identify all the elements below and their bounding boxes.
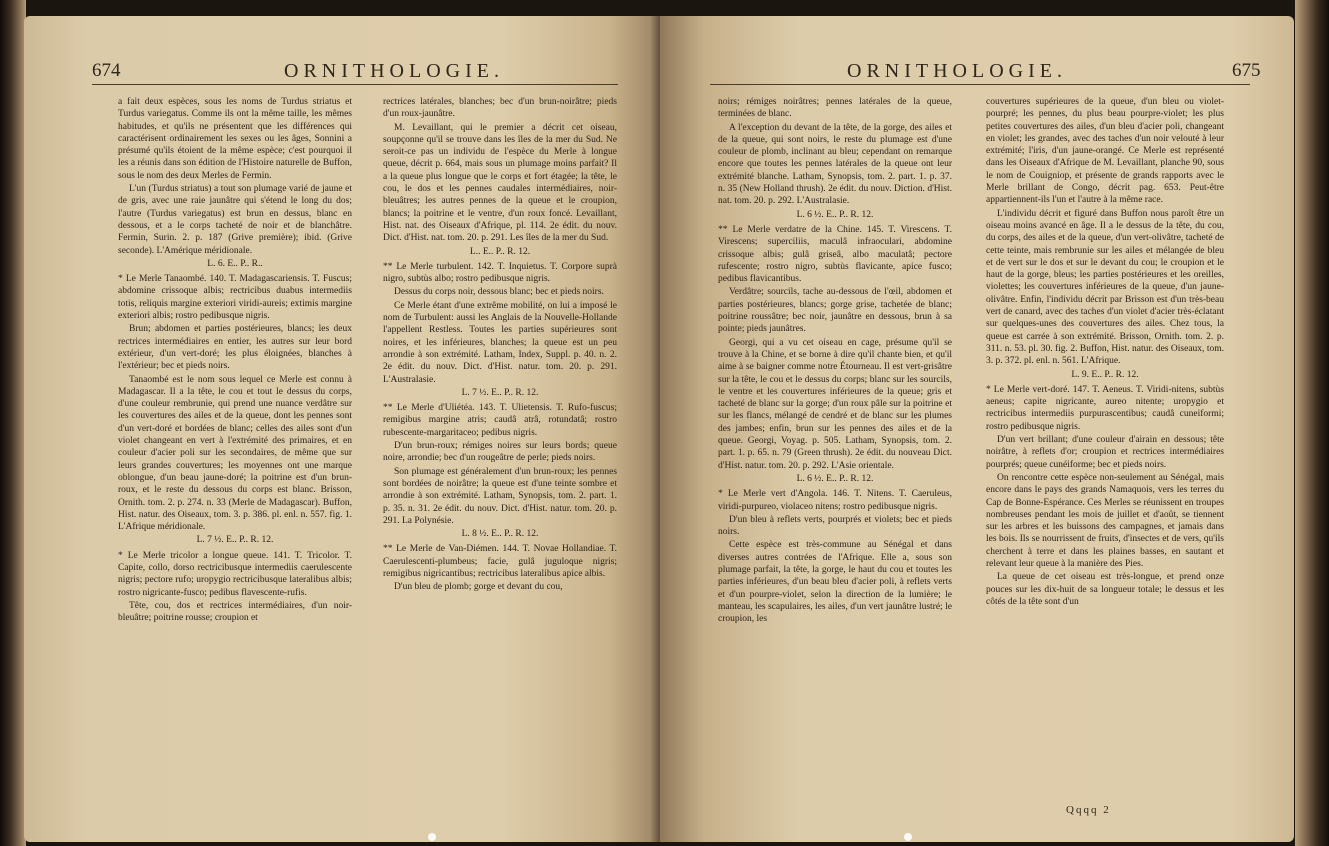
paragraph: D'un bleu à reflets verts, pourprés et violets; bec et pieds noirs. bbox=[718, 514, 952, 538]
book-edge-right bbox=[1295, 0, 1329, 846]
paragraph: Cette espèce est très-commune au Sénégal et dans diverses autres contrées de l'Afrique. Elle a, sous son plumage parfait, la tête, la gorge, le haut du cou et toutes les parties inférieures, d'un beau bleu d'acier poli, à reflets verts et d'un pourpre-violet, selon la direction de la lumière; le manteau, les scapulaires, les ailes, d'un vert jaunâtre lustré; le croupion, les bbox=[718, 540, 952, 625]
right-column-2 bbox=[986, 96, 1224, 796]
book-edge-left bbox=[0, 0, 26, 846]
paragraph: noirs; rémiges noirâtres; pennes latérales de la queue, terminées de blanc. bbox=[718, 97, 952, 120]
measurement-line: L. 8 ½. E.. P.. R. 12. bbox=[461, 529, 539, 540]
paragraph: D'un brun-roux; rémiges noires sur leurs bords; queue noire, arrondie; bec d'un rougeâtre de perle; pieds noirs. bbox=[383, 441, 617, 464]
measurement-line: L. 6 ½. E.. P.. R. 12. bbox=[796, 209, 874, 220]
measurement-line: L. 7 ½. E.. P.. R. 12. bbox=[196, 535, 274, 546]
paragraph: rectrices latérales, blanches; bec d'un brun-noirâtre; pieds d'un roux-jaunâtre. bbox=[383, 97, 617, 120]
right-folio: 675 bbox=[1232, 60, 1261, 81]
paragraph: M. Levaillant, qui le premier a décrit cet oiseau, soupçonne qu'il se trouve dans les îles de la mer du Sud. Ne seroit-ce pas un individu de l'espèce du Merle à longue queue, décrit p. 664, mais sous un plumage moins parfait? Il a la queue plus longue que le corps et fort étagée; la tête, le cou, le dos et les pennes caudales intermédiaires, noir-bleuâtres; les autres pennes de la queue et le croupion, blancs; la poitrine et le ventre, d'un roux foncé. Levaillant, Hist. nat. des Oiseaux d'Afrique, pl. 114. 2e édit. du nouv. Dict. d'Hist. nat. tom. 20. p. 291. Les îles de la mer du Sud. bbox=[383, 122, 617, 244]
paragraph: Ce Merle étant d'une extrême mobilité, on lui a imposé le nom de Turbulent: aussi les Anglais de la Nouvelle-Hollande l'appellent Restless. Toutes les parties supérieures sont noires, et les inférieures, blanches; la queue est un peu arrondie à son extrémité. Latham, Index, Suppl. p. 40. n. 2. 2e édit. du nouv. Dict. d'Hist. natur. tom. 20. p. 291. L'Australasie. bbox=[383, 300, 617, 385]
white-marker-dot bbox=[904, 833, 912, 841]
paragraph: Tête, cou, dos et rectrices intermédiaires, d'un noir-bleuâtre; poitrine rousse; croupion et bbox=[118, 600, 352, 624]
white-marker-dot bbox=[428, 833, 436, 841]
paragraph: Son plumage est généralement d'un brun-roux; les pennes sont bordées de noirâtre; la queue est d'une teinte sombre et arrondie à son extrémité. Latham, Synopsis, tom. 2. part. 1. p. 35. n. 31. 2e édit. du nouv. Dict. d'Hist. natur. tom. 20. p. 291. La Polynésie. bbox=[383, 466, 617, 526]
right-head-rule bbox=[710, 84, 1250, 85]
paragraph: D'un bleu de plomb; gorge et devant du cou, bbox=[394, 582, 563, 593]
paragraph: Dessus du corps noir, dessous blanc; bec et pieds noirs. bbox=[394, 287, 604, 298]
measurement-line: L. 6 ½. E.. P.. R. 12. bbox=[796, 473, 874, 484]
paragraph: L'un (Turdus striatus) a tout son plumage varié de jaune et de gris, avec une raie jaunâtre qui s'étend le long du dos; l'autre (Turdus variegatus) est brun en dessus, blanc en dessous, et a le corps tacheté de noir et de blanchâtre. Fermin, Surin. 2. p. 187 (Grive première); ibid. (Grive seconde). L'Amérique méridionale. bbox=[118, 184, 352, 256]
right-running-head: ORNITHOLOGIE. bbox=[847, 60, 1067, 82]
species-entry: ** Le Merle d'Uliétéa. 143. T. Ulietensis. T. Rufo-fuscus; remigibus margine atris; caudâ atrâ, rotundatâ; rostro rubescente-margaritaceo; pedibus nigris. bbox=[383, 403, 617, 438]
paragraph: Georgi, qui a vu cet oiseau en cage, présume qu'il se trouve à la Chine, et se borne à dire qu'il chante bien, et qu'il aime à se baigner comme notre Étourneau. Il est vert-grisâtre sur la tête, le cou et le dessus du corps; blanc sur les sourcils, le ventre et les couvertures inférieures de la queue; gris et tacheté de blanc sur la gorge; d'un roux pâle sur la poitrine et sur les flancs, mélangé de cendré et de blanc sur les plumes des jambes; enfin, brun sur les pennes des ailes et de la queue. Georgi, Voyag. p. 505. Latham, Synopsis, tom. 2. part. 1. p. 65. n. 79 (Green thrush). 2e édit. du nouveau Dict. d'Hist. natur. tom. 20. p. 292. L'Asie orientale. bbox=[718, 337, 952, 471]
left-head-rule bbox=[92, 84, 618, 85]
species-entry: ** Le Merle de Van-Diémen. 144. T. Novae Hollandiae. T. Caerulescenti-plumbeus; facie, gulâ juguloque nigris; remigibus nigricantibus; rectricibus lateralibus apice albis. bbox=[383, 544, 617, 579]
right-column-1 bbox=[718, 96, 952, 796]
species-entry: ** Le Merle turbulent. 142. T. Inquietus. T. Corpore suprà nigro, subtùs albo; rostro pedibusque nigris. bbox=[383, 261, 617, 285]
measurement-line: L. 9. E.. P.. R. 12. bbox=[1071, 369, 1139, 380]
paragraph: Brun; abdomen et parties postérieures, blancs; les deux rectrices intermédiaires en entier, les autres sur leur bord extérieur, d'un vert-doré; les plus éloignées, blanches à l'extérieur; bec et pieds noirs. bbox=[118, 324, 352, 372]
signature-mark: Qqqq 2 bbox=[1066, 804, 1111, 816]
species-entry: * Le Merle Tanaombé. 140. T. Madagascariensis. T. Fuscus; abdomine crissoque albis; rectricibus duabus intermediis totis, reliquis margine exteriori viridi-aureis; extimis margine exteriori albis; rostro pedibusque nigris. bbox=[118, 274, 352, 322]
paragraph: L'individu décrit et figuré dans Buffon nous paroît être un oiseau moins avancé en âge. Il a le dessus de la tête, du cou, du corps, des ailes et de la queue, d'un vert-olivâtre, tacheté de cette teinte, mais rembrunie sur les ailes et mélangée de bleu et de vert sur le dos et sur le devant du cou; le croupion et le haut de la gorge, bleus; les parties postérieures et les oreilles, violettes; les couvertures inférieures de la queue, d'un jaune-olivâtre. Enfin, l'individu décrit par Brisson est d'un très-beau vert de canard, avec des taches d'un violet d'acier très-éclatant sur quelques-unes des couvertures des ailes. Chez tous, la queue est carrée à son extrémité. Brisson, Ornith. tom. 2. p. 311. n. 53. pl. 30. fig. 2. Buffon, Hist. natur. des Oiseaux, tom. 3. p. 372. pl. enl. n. 561. L'Afrique. bbox=[986, 208, 1224, 367]
paragraph: Verdâtre; sourcils, tache au-dessous de l'œil, abdomen et parties postérieures, blancs; gorge grise, tachetée de blanc; poitrine roussâtre; bec noir, jaunâtre en dessous, brun à sa pointe; pieds jaunâtres. bbox=[718, 287, 952, 335]
species-entry: * Le Merle tricolor a longue queue. 141. T. Tricolor. T. Capite, collo, dorso rectricibusque intermediis caerulescente nigris; pectore rufo; uropygio rectricibusque lateralibus albis; rostro nigricante-fusco; pedibus flavescente-rufis. bbox=[118, 550, 352, 598]
paragraph: D'un vert brillant; d'une couleur d'airain en dessous; tête noirâtre, à reflets d'or; croupion et rectrices intermédiaires pourprés; queue cunéiforme; bec et pieds noirs. bbox=[986, 435, 1224, 470]
left-running-head: ORNITHOLOGIE. bbox=[284, 60, 504, 82]
left-column-2 bbox=[383, 96, 617, 796]
paragraph: Tanaombé est le nom sous lequel ce Merle est connu à Madagascar. Il a la tête, le cou et tout le dessus du corps, d'une couleur rembrunie, qui prend une nuance verdâtre sur les couvertures des ailes et de la queue, dont les pennes sont d'un vert-doré et bordées de blanc; celles des ailes sont d'un violet changeant en vert à l'extrémité des primaires, et en couleur d'acier poli sur les secondaires, de même que sur leurs grandes couvertures; les moyennes ont une marque oblongue, d'un beau jaune-doré; la poitrine est d'un brun-roux, et le reste du dessous du corps est blanc. Brisson, Ornith. tom. 2. p. 274. n. 33 (Merle de Madagascar). Buffon, Hist. natur. des Oiseaux, tom. 3. p. 386. pl. enl. n. 557. fig. 1. L'Afrique méridionale. bbox=[118, 374, 352, 533]
paragraph: La queue de cet oiseau est très-longue, et prend onze pouces sur les dix-huit de sa longueur totale; le dessus et les côtés de la tête sont d'un bbox=[986, 572, 1224, 607]
left-column-1 bbox=[118, 96, 352, 796]
species-entry: * Le Merle vert d'Angola. 146. T. Nitens. T. Caeruleus, viridi-purpureo, violaceo nitens; rostro pedibusque nigris. bbox=[718, 489, 952, 512]
measurement-line: L.. E.. P.. R. 12. bbox=[469, 246, 531, 257]
paragraph: couvertures supérieures de la queue, d'un bleu ou violet-pourpré; les pennes, du plus beau pourpre-violet; les plus petites couvertures des ailes, d'un bleu d'acier poli, changeant en violet; les grandes, avec des taches d'un noir velouté à leur extrémité; l'iris, d'un jaune-orangé. Ce Merle est représenté dans les Oiseaux d'Afrique de M. Levaillant, planche 90, sous le nom de Couigniop, et présente de grands rapports avec le Merle brillant de Congo, décrit pag. 653. Peut-être appartiennent-ils l'un et l'autre à la même race. bbox=[986, 97, 1224, 206]
measurement-line: L. 7 ½. E.. P.. R. 12. bbox=[461, 387, 539, 398]
paragraph: a fait deux espèces, sous les noms de Turdus striatus et Turdus variegatus. Comme ils ont la même taille, les mêmes habitudes, et qu'ils ne présentent que les différences qui caractérisent ordinairement les sexes ou les âges, Sonnini a présumé qu'ils étoient de la même espèce; c'est pourquoi il les a réunis dans son édition de l'Histoire naturelle de Buffon, sous le nom des deux Merles de Fermin. bbox=[118, 97, 352, 181]
species-entry: ** Le Merle verdatre de la Chine. 145. T. Virescens. T. Virescens; superciliis, maculâ infraoculari, abdomine crissoque albis; gulâ griseâ, albo maculatâ; pectore rufescente; rostro nigro, subtùs flavicante, apice fusco; pedibus flavicantibus. bbox=[718, 224, 952, 285]
measurement-line: L. 6. E.. P.. R.. bbox=[207, 258, 263, 269]
paragraph: A l'exception du devant de la tête, de la gorge, des ailes et de la queue, qui sont noirs, le reste du plumage est d'une couleur de plomb, inclinant au bleu; cependant on remarque encore que toutes les pennes latérales de la queue ont leur extrémité blanche. Latham, Synopsis, tom. 2. part. 1. p. 37. n. 35 (New Holland thrush). 2e édit. du nouv. Diction. d'Hist. nat. tom. 20. p. 292. L'Australasie. bbox=[718, 122, 952, 207]
left-folio: 674 bbox=[92, 60, 121, 81]
paragraph: On rencontre cette espèce non-seulement au Sénégal, mais encore dans le pays des grands Namaquois, vers les terres du Cap de Bonne-Espérance. Ces Merles se réunissent en troupes nombreuses pendant les mois de juillet et d'août, se tiennent sur les arbres et les buissons des campagnes, et jamais dans les bois. Ils se nourrissent de fruits, d'insectes et de vers, qu'ils cherchent à terre et dans les plaines basses, en sautant et relevant leur queue à la manière des Pies. bbox=[986, 472, 1224, 569]
species-entry: * Le Merle vert-doré. 147. T. Aeneus. T. Viridi-nitens, subtùs aeneus; capite nigricante, aureo nitente; uropygio et rectricibus intermediis purpurascentibus; caudâ cuneiformi; rostro pedibusque nigris. bbox=[986, 384, 1224, 432]
